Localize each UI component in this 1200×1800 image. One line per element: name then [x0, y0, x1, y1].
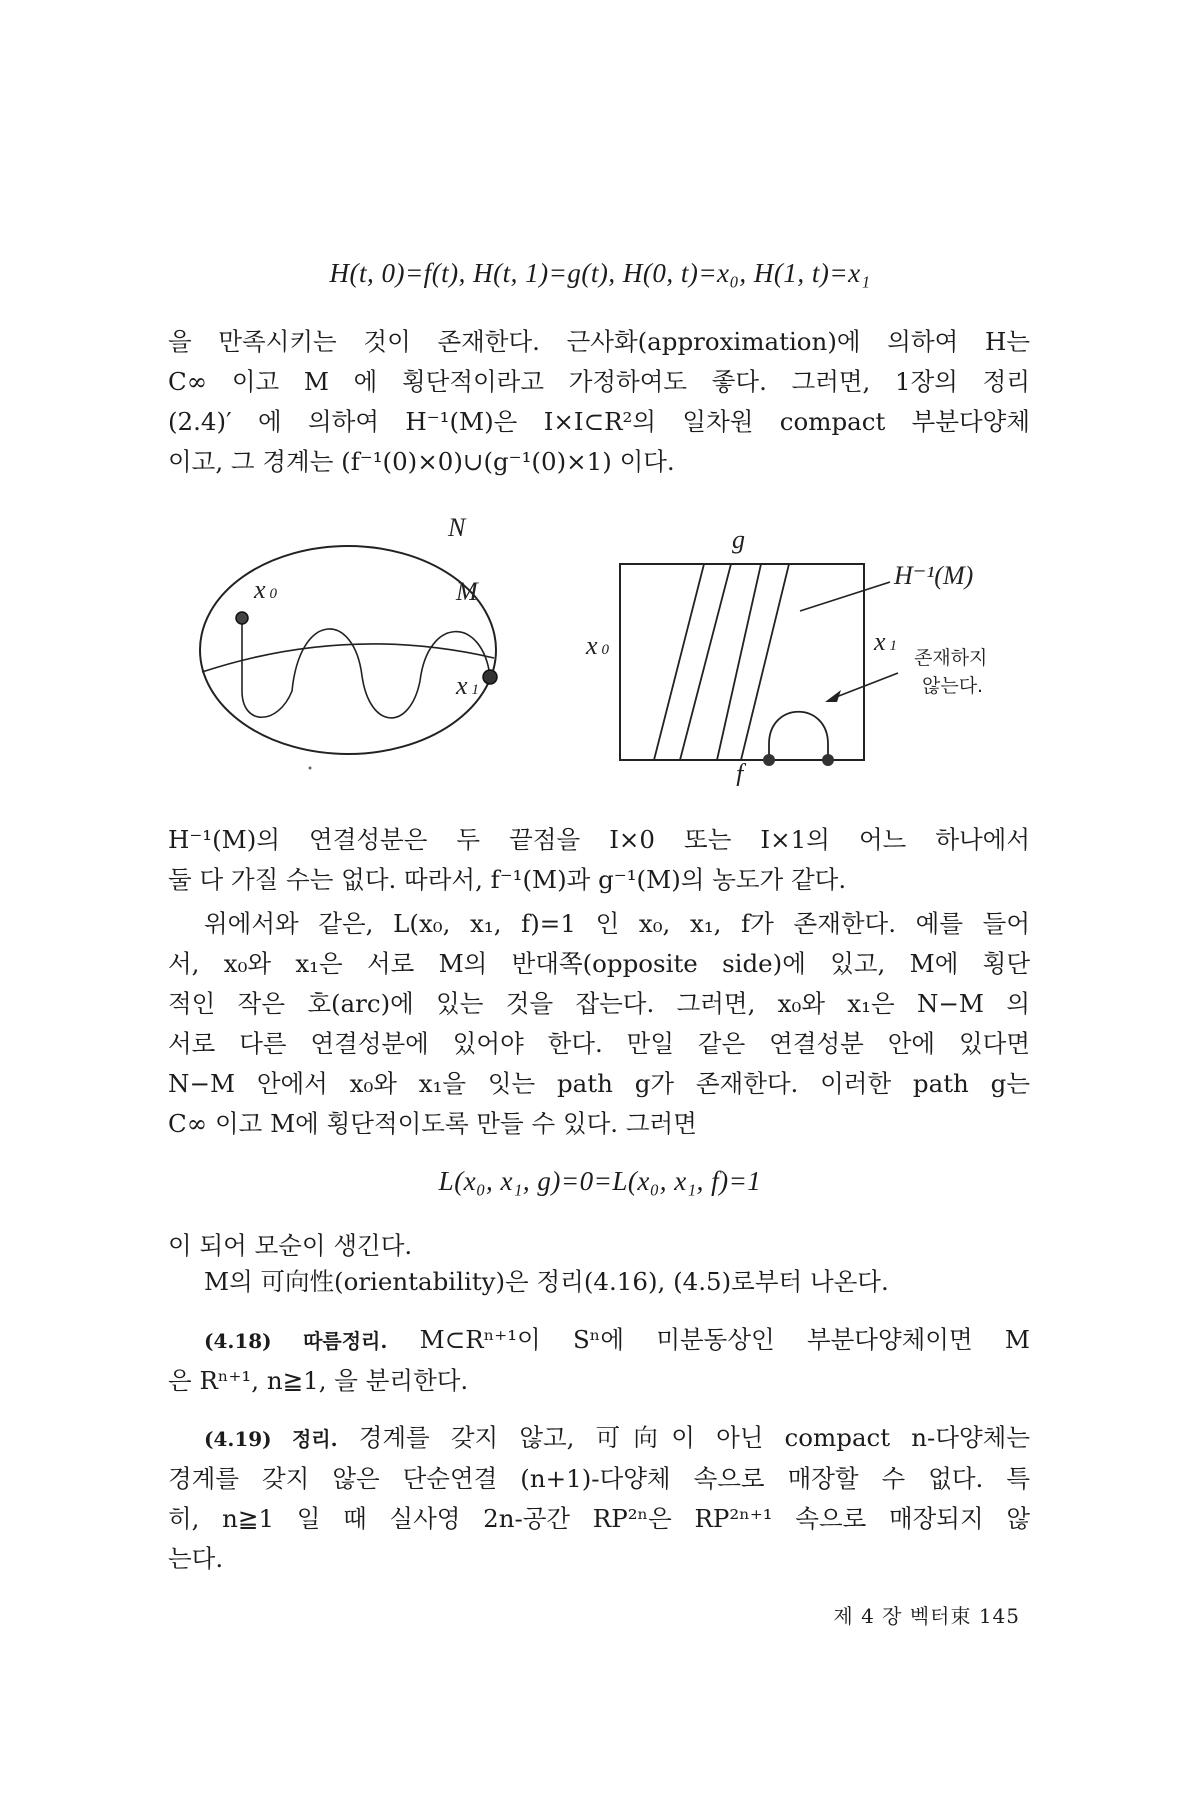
corollary-4-18 [168, 1320, 1030, 1401]
point-x0-dot [236, 612, 248, 624]
label-M: M [456, 577, 478, 606]
label-x1-main: x [456, 671, 468, 700]
corollary-text: M⊂Rⁿ⁺¹이 Sⁿ에 미분동상인 부분다양체이면 M [419, 1325, 1031, 1354]
label-g: g [732, 525, 745, 554]
submanifold-M-curve [202, 644, 494, 672]
text-line: C∞ 이고 M 에 횡단적이라고 가정하여도 좋다. 그러면, 1장의 정리 [168, 367, 1030, 396]
label-N: N [448, 516, 466, 542]
point-x1-dot [483, 670, 497, 684]
top-equation: H(t, 0)=f(t), H(t, 1)=g(t), H(0, t)=x₀, H(1, t)=x₁ [329, 258, 871, 288]
label-x0-sub: 0 [269, 586, 278, 602]
square-IxI [620, 564, 864, 760]
paragraph-2 [168, 820, 1030, 900]
label-x1 [455, 671, 479, 700]
text-line [168, 1418, 1030, 1459]
text-line: H⁻¹(M)의 연결성분은 두 끝점을 I×0 또는 I×1의 어느 하나에서 [168, 825, 1030, 854]
speck [309, 767, 312, 770]
theorem-4-19 [168, 1418, 1030, 1579]
text-line: 둘 다 가질 수는 없다. 따라서, f⁻¹(M)과 g⁻¹(M)의 농도가 같다. [168, 865, 847, 894]
text-line: C∞ 이고 M에 횡단적이도록 만들 수 있다. 그러면 [168, 1109, 697, 1138]
text-line: 서, x₀와 x₁은 서로 M의 반대쪽(opposite side)에 있고, M에 횡단 [168, 949, 1030, 978]
text-line [168, 1320, 1030, 1361]
text-line: 이 되어 모순이 생긴다. [168, 1231, 413, 1260]
text-line: 을 만족시키는 것이 존재한다. 근사화(approximation)에 의하여 H는 [168, 327, 1030, 356]
corollary-label: (4.18) 따름정리. [204, 1329, 388, 1353]
text-line: N−M 안에서 x₀와 x₁을 잇는 path g가 존재한다. 이러한 path g는 [168, 1069, 1030, 1098]
endpoint-dot [763, 754, 775, 766]
label-x1-right [873, 627, 897, 656]
text-line: 이고, 그 경계는 (f⁻¹(0)×0)∪(g⁻¹(0)×1) 이다. [168, 447, 675, 476]
text-line: 는다. [168, 1544, 224, 1573]
annotation-line-2: 않는다. [922, 675, 984, 697]
text-line: 적인 작은 호(arc)에 있는 것을 잡는다. 그러면, x₀와 x₁은 N−M 의 [168, 989, 1030, 1018]
page-footer: 제 4 장 벡터束 145 [833, 1604, 1020, 1628]
label-x1-right-main: x [874, 627, 886, 656]
text-line: 위에서와 같은, L(x₀, x₁, f)=1 인 x₀, x₁, f가 존재한다. 예를 들어 [204, 909, 1030, 938]
label-Hinv-M: H⁻¹(M) [894, 561, 974, 590]
label-x0-right-main: x [586, 631, 598, 660]
text-line: 은 Rⁿ⁺¹, n≧1, 을 분리한다. [168, 1366, 469, 1395]
arc-component [769, 712, 828, 760]
middle-equation: L(x₀, x₁, g)=0=L(x₀, x₁, f)=1 [438, 1166, 762, 1196]
component-line [741, 564, 789, 760]
paragraph-4 [168, 1226, 1030, 1266]
label-x0-right [585, 631, 610, 660]
pointer-line [800, 582, 890, 611]
text-line: 히, n≧1 일 때 실사영 2n-공간 RP²ⁿ은 RP²ⁿ⁺¹ 속으로 매장되지 않 [168, 1504, 1030, 1533]
path-f-curve [242, 616, 490, 718]
label-x1-sub: 1 [471, 682, 480, 698]
label-f: f [736, 759, 744, 786]
text-line: (2.4)′ 에 의하여 H⁻¹(M)은 I×I⊂R²의 일차원 compact 부분다양체 [168, 407, 1030, 436]
text-line: 경계를 갖지 않은 단순연결 (n+1)-다양체 속으로 매장할 수 없다. 특 [168, 1464, 1030, 1493]
figure [180, 516, 1040, 786]
theorem-label: (4.19) 정리. [204, 1427, 338, 1451]
figure-drawing [180, 516, 1040, 786]
arrow-head [825, 690, 841, 702]
theorem-text: 경계를 갖지 않고, 可向이 아닌 compact n-다양체는 [358, 1423, 1030, 1452]
paragraph-5 [168, 1262, 1030, 1302]
annotation-line-1: 존재하지 [914, 647, 988, 669]
text-line: M의 可向性(orientability)은 정리(4.16), (4.5)로부터 나온다. [204, 1267, 889, 1296]
label-x0 [253, 575, 278, 604]
label-x1-right-sub: 1 [889, 638, 898, 654]
component-line [654, 564, 704, 760]
text-line: 서로 다른 연결성분에 있어야 한다. 만일 같은 연결성분 안에 있다면 [168, 1029, 1030, 1058]
label-x0-right-sub: 0 [601, 642, 610, 658]
paragraph-3 [168, 904, 1030, 1144]
paragraph-1 [168, 322, 1030, 482]
endpoint-dot [822, 754, 834, 766]
label-x0-main: x [254, 575, 266, 604]
